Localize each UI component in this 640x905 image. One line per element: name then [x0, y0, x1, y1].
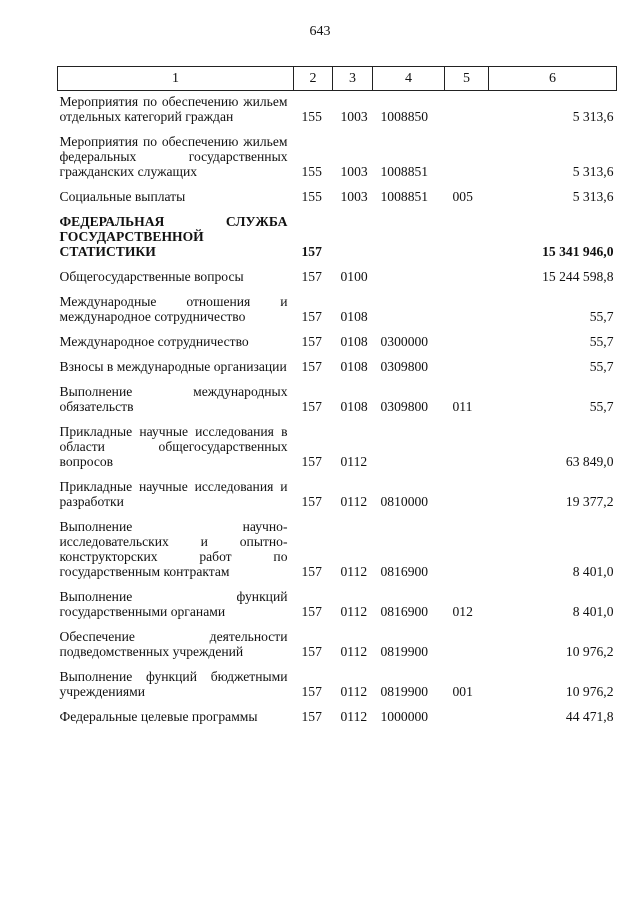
section-code: 1003	[340, 189, 368, 204]
item-name: Выполнение функций государственными органами	[59, 589, 288, 619]
section-code	[333, 206, 373, 261]
expense-type-code	[445, 326, 489, 351]
expense-type-code: 012	[452, 604, 473, 619]
amount: 63 849,0	[565, 454, 614, 469]
amount: 55,7	[589, 334, 614, 349]
section-code: 0112	[340, 604, 368, 619]
ministry-code: 155	[301, 109, 322, 124]
expense-type-code	[445, 621, 489, 661]
target-article-code	[373, 286, 445, 326]
target-article-code: 0309800	[380, 399, 429, 414]
amount: 8 401,0	[572, 604, 614, 619]
amount: 8 401,0	[572, 564, 614, 579]
amount: 55,7	[589, 399, 614, 414]
item-name: Мероприятия по обеспечению жильем отдельных категорий граждан	[59, 94, 288, 124]
section-code: 0108	[340, 359, 368, 374]
expense-type-code	[445, 351, 489, 376]
ministry-code: 157	[301, 644, 322, 659]
table-row	[58, 286, 617, 326]
budget-table	[57, 66, 617, 726]
target-article-code: 1008851	[380, 164, 429, 179]
ministry-code: 157	[301, 604, 322, 619]
amount: 10 976,2	[565, 644, 614, 659]
ministry-code: 157	[301, 454, 322, 469]
expense-type-code: 005	[452, 189, 473, 204]
section-code: 0112	[340, 564, 368, 579]
table-row	[58, 351, 617, 376]
item-name: Социальные выплаты	[59, 189, 186, 204]
expense-type-code	[445, 511, 489, 581]
table-body	[58, 91, 617, 727]
section-code: 0112	[340, 684, 368, 699]
target-article-code: 0819900	[380, 684, 429, 699]
ministry-code: 157	[301, 269, 322, 284]
item-name: Международные отношения и международное сотрудничество	[59, 294, 288, 324]
section-code: 0108	[340, 334, 368, 349]
item-name: Выполнение научно-исследовательских и опытно-конструкторских работ по государственным контрактам	[59, 519, 288, 579]
expense-type-code: 001	[452, 684, 473, 699]
item-name: Выполнение функций бюджетными учреждениями	[59, 669, 288, 699]
amount: 44 471,8	[565, 709, 614, 724]
ministry-code: 157	[301, 494, 322, 509]
target-article-code	[373, 261, 445, 286]
amount: 55,7	[589, 309, 614, 324]
section-code: 0112	[340, 454, 368, 469]
table-row	[58, 701, 617, 726]
ministry-code: 155	[301, 189, 322, 204]
header-row	[58, 67, 617, 91]
section-code: 0108	[340, 399, 368, 414]
target-article-code: 1008851	[380, 189, 429, 204]
section-code: 0112	[340, 494, 368, 509]
item-name: Выполнение международных обязательств	[59, 384, 288, 414]
amount: 15 341 946,0	[542, 244, 614, 259]
item-name: Обеспечение деятельности подведомственных учреждений	[59, 629, 288, 659]
section-code: 1003	[340, 164, 368, 179]
table-row	[58, 416, 617, 471]
target-article-code: 0810000	[380, 494, 429, 509]
amount: 55,7	[589, 359, 614, 374]
section-code: 0108	[340, 309, 368, 324]
ministry-code: 157	[301, 709, 322, 724]
ministry-code: 157	[301, 684, 322, 699]
target-article-code: 0816900	[380, 604, 429, 619]
target-article-code	[373, 416, 445, 471]
item-name: Общегосударственные вопросы	[59, 269, 244, 284]
target-article-code: 1008850	[380, 109, 429, 124]
table-row	[58, 376, 617, 416]
ministry-code: 157	[301, 244, 322, 259]
expense-type-code	[445, 206, 489, 261]
ministry-code: 155	[301, 164, 322, 179]
table-row	[58, 581, 617, 621]
header-col-4: 4	[373, 67, 445, 91]
header-col-6: 6	[489, 67, 617, 91]
target-article-code	[373, 206, 445, 261]
ministry-code: 157	[301, 309, 322, 324]
section-code: 0100	[340, 269, 368, 284]
expense-type-code	[445, 701, 489, 726]
table-row	[58, 661, 617, 701]
expense-type-code	[445, 416, 489, 471]
amount: 19 377,2	[565, 494, 614, 509]
table-row	[58, 471, 617, 511]
amount: 5 313,6	[572, 164, 614, 179]
amount: 5 313,6	[572, 189, 614, 204]
ministry-code: 157	[301, 399, 322, 414]
item-name: Прикладные научные исследования и разработки	[59, 479, 288, 509]
target-article-code: 0819900	[380, 644, 429, 659]
target-article-code: 1000000	[380, 709, 429, 724]
table-row	[58, 206, 617, 261]
target-article-code: 0309800	[380, 359, 429, 374]
expense-type-code	[445, 261, 489, 286]
item-name: Мероприятия по обеспечению жильем федеральных государственных гражданских служащих	[59, 134, 288, 179]
section-code: 0112	[340, 709, 368, 724]
header-col-5: 5	[445, 67, 489, 91]
section-code: 1003	[340, 109, 368, 124]
item-name: Международное сотрудничество	[59, 334, 249, 349]
table-row	[58, 326, 617, 351]
table-row	[58, 621, 617, 661]
target-article-code: 0816900	[380, 564, 429, 579]
ministry-code: 157	[301, 359, 322, 374]
header-col-1: 1	[58, 67, 294, 91]
expense-type-code	[445, 471, 489, 511]
table-row	[58, 91, 617, 127]
expense-type-code	[445, 126, 489, 181]
section-code: 0112	[340, 644, 368, 659]
table-row	[58, 126, 617, 181]
expense-type-code	[445, 286, 489, 326]
item-name: Взносы в международные организации	[59, 359, 287, 374]
item-name: Прикладные научные исследования в области общегосударственных вопросов	[59, 424, 288, 469]
amount: 10 976,2	[565, 684, 614, 699]
ministry-code: 157	[301, 334, 322, 349]
expense-type-code: 011	[452, 399, 473, 414]
table-row	[58, 181, 617, 206]
target-article-code: 0300000	[380, 334, 429, 349]
expense-type-code	[445, 91, 489, 127]
item-name: Федеральные целевые программы	[59, 709, 258, 724]
amount: 15 244 598,8	[542, 269, 614, 284]
page-number: 643	[309, 24, 331, 39]
header-col-3: 3	[333, 67, 373, 91]
table-row	[58, 261, 617, 286]
amount: 5 313,6	[572, 109, 614, 124]
header-col-2: 2	[294, 67, 333, 91]
ministry-code: 157	[301, 564, 322, 579]
item-name: ФЕДЕРАЛЬНАЯ СЛУЖБА ГОСУДАРСТВЕННОЙ СТАТИСТИКИ	[59, 214, 288, 259]
table-row	[58, 511, 617, 581]
